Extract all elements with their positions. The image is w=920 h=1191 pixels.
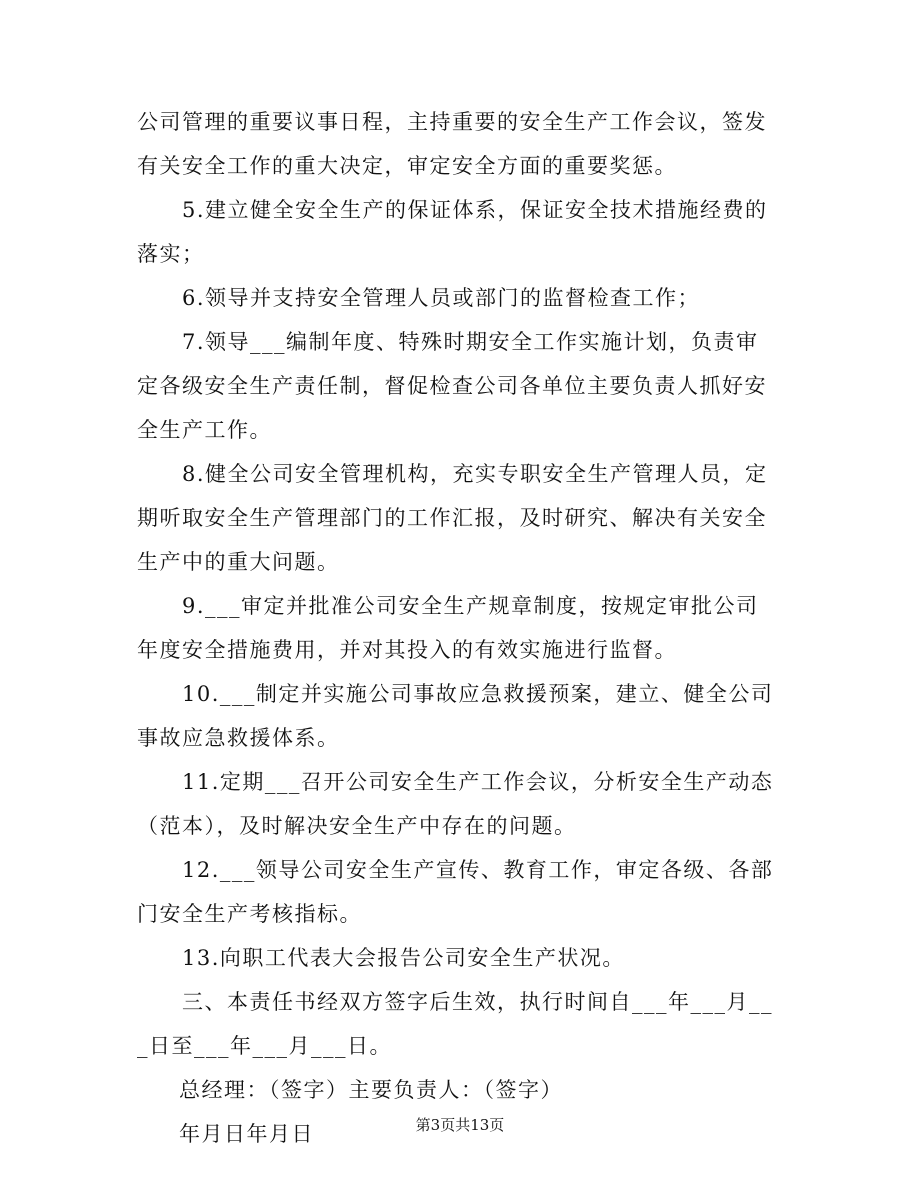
paragraph-continuation: 公司管理的重要议事日程，主持重要的安全生产工作会议，签发有关安全工作的重大决定，审定安全方面的重要奖惩。 [137,110,767,178]
document-body [137,100,777,1156]
paragraph-item-12: 12.___领导公司安全生产宣传、教育工作，审定各级、各部门安全生产考核指标。 [137,858,774,926]
page-indicator: 第3页共13页 [415,1116,505,1134]
paragraph-item-13: 13.向职工代表大会报告公司安全生产状况。 [137,946,625,970]
paragraph-item-7: 7.领导___编制年度、特殊时期安全工作实施计划，负责审定各级安全生产责任制，督促检查公司各单位主要负责人抓好安全生产工作。 [137,330,767,442]
date-line: 年月日年月日 [179,1122,314,1146]
paragraph-item-5: 5.建立健全安全生产的保证体系，保证安全技术措施经费的落实； [137,198,768,266]
paragraph-item-8: 8.健全公司安全管理机构，充实专职安全生产管理人员，定期听取安全生产管理部门的工作汇报，及时研究、解决有关安全生产中的重大问题。 [137,462,768,574]
signature-line: 总经理：（签字）主要负责人：（签字） [179,1078,563,1102]
paragraph-item-9: 9.___审定并批准公司安全生产规章制度，按规定审批公司年度安全措施费用，并对其投入的有效实施进行监督。 [137,594,759,662]
paragraph-item-11: 11.定期___召开公司安全生产工作会议，分析安全生产动态（范本），及时解决安全生产中存在的问题。 [137,770,774,838]
paragraph-section-3: 三、本责任书经双方签字后生效，执行时间自___年___月___日至___年___月___日。 [137,990,773,1058]
paragraph-item-10: 10.___制定并实施公司事故应急救援预案，建立、健全公司事故应急救援体系。 [137,682,774,750]
paragraph-item-6: 6.领导并支持安全管理人员或部门的监督检查工作； [137,286,701,310]
